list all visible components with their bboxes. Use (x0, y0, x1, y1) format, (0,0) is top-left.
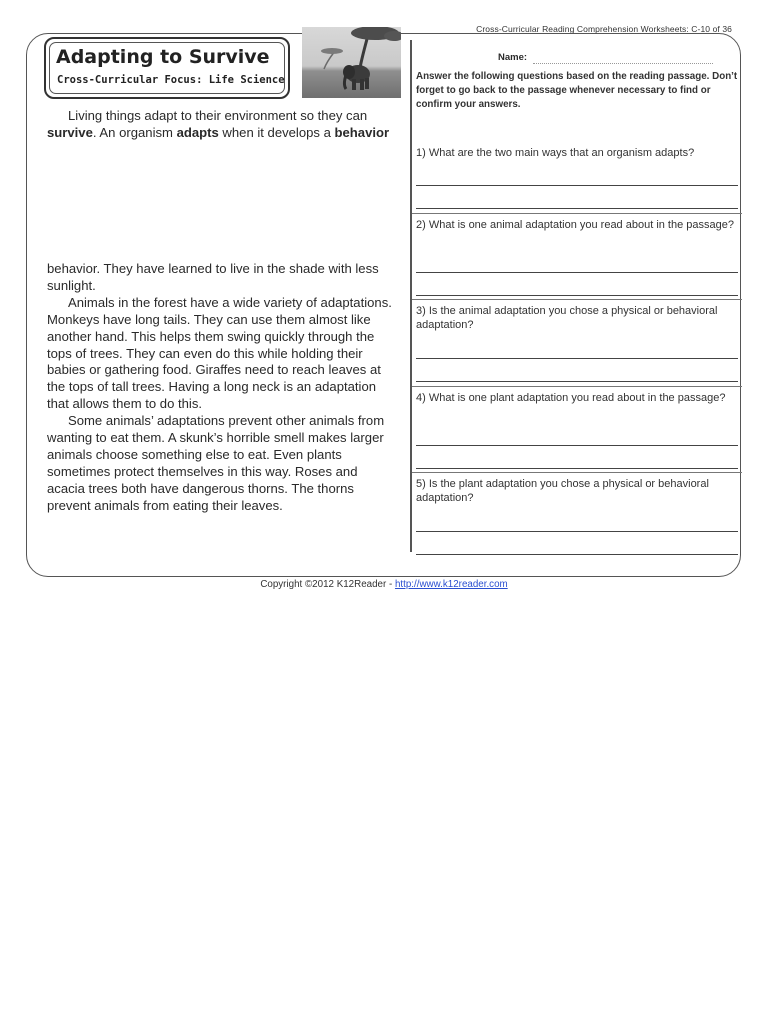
reading-passage-intro (47, 108, 397, 142)
page-title: Adapting to Survive (56, 46, 270, 68)
name-label: Name: (498, 52, 528, 63)
elephant-under-acacia-icon (302, 27, 401, 98)
passage-paragraph: Some animals’ adaptations prevent other animals from wanting to eat them. A skunk’s horrible smell makes larger animals choose something else to eat. Even plants sometimes protect themselves in this way. Roses and acacia trees both have dangerous thorns. The thorns prevent animals from eating their leaves. (47, 413, 385, 513)
passage-paragraph: Animals in the forest have a wide variety of adaptations. Monkeys have long tails. They can use them almost like another hand. This helps them swing quickly through the tops of trees. They can even do this while holding their babies or gathering food. Giraffes need to reach leaves at the tops of tall trees. Having a long neck is an adaptation that allows them to do this. (47, 294, 392, 412)
page-subtitle: Cross-Curricular Focus: Life Science (57, 74, 285, 86)
instructions: Answer the following questions based on the reading passage. Don’t forget to go back to the passage whenever necessary to find or confirm your answers. (416, 71, 738, 111)
title-box (44, 37, 290, 99)
answer-line[interactable] (416, 381, 738, 382)
answer-line[interactable] (416, 358, 738, 359)
answer-line[interactable] (416, 468, 738, 469)
elephant-photo (302, 27, 401, 98)
question-5: 5) Is the plant adaptation you chose a physical or behavioral adaptation? (416, 478, 709, 505)
vocab-term-behavior: behavior (334, 124, 390, 140)
vocab-term-survive: survive (47, 124, 93, 140)
name-field[interactable] (533, 63, 713, 64)
answer-line[interactable] (416, 185, 738, 186)
k12reader-link[interactable]: http://www.k12reader.com (394, 579, 508, 590)
column-divider (410, 40, 412, 552)
answer-line[interactable] (416, 272, 738, 273)
reading-passage-body (47, 261, 397, 515)
answer-line[interactable] (416, 295, 738, 296)
passage-text: when it develops a (218, 124, 335, 140)
question-separator (412, 213, 742, 214)
passage-paragraph (47, 108, 397, 142)
vocab-term-adapts: adapts (176, 124, 219, 140)
passage-paragraph: behavior. They have learned to live in the shade with less sunlight. (47, 261, 379, 293)
passage-text: Living things adapt to their environment so they can (68, 108, 368, 123)
answer-line[interactable] (416, 554, 738, 555)
question-1: 1) What are the two main ways that an organism adapts? (416, 147, 695, 159)
question-3: 3) Is the animal adaptation you chose a physical or behavioral adaptation? (416, 305, 718, 332)
answer-line[interactable] (416, 445, 738, 446)
footer (0, 579, 768, 590)
copyright-text: Copyright ©2012 K12Reader - (260, 579, 395, 590)
answer-line[interactable] (416, 208, 738, 209)
question-separator (412, 299, 742, 300)
answer-line[interactable] (416, 531, 738, 532)
question-separator (412, 472, 742, 473)
question-separator (412, 386, 742, 387)
question-4: 4) What is one plant adaptation you read about in the passage? (416, 392, 726, 404)
passage-text: . An organism (92, 124, 177, 140)
worksheet-series-caption: Cross-Curricular Reading Comprehension Worksheets: C-10 of 36 (476, 24, 732, 34)
question-2: 2) What is one animal adaptation you read about in the passage? (416, 219, 734, 231)
